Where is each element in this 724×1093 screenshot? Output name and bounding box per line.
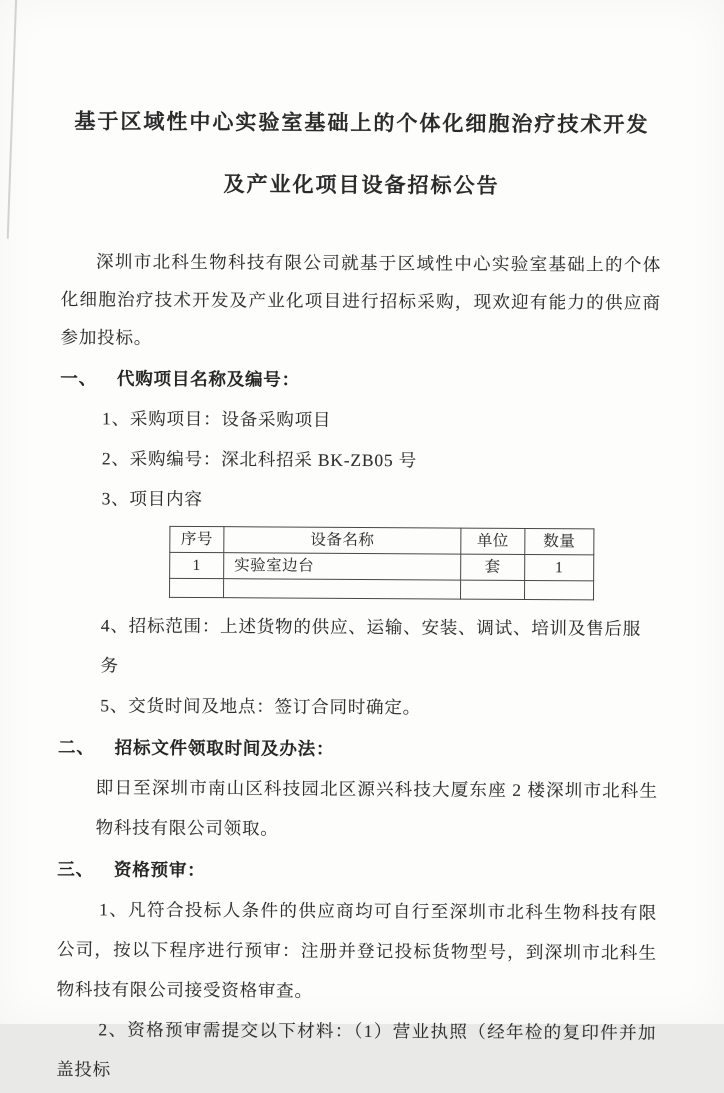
section-1-number: 一、 xyxy=(60,368,98,389)
intro-paragraph: 深圳市北科生物科技有限公司就基于区域性中心实验室基础上的个体化细胞治疗技术开发及产业化项目进行招标采购，现欢迎有能力的供应商参加投标。 xyxy=(60,251,662,348)
cell-unit: 套 xyxy=(461,554,525,580)
col-header-serial-number: 序号 xyxy=(170,526,224,552)
section-3-paragraph-1: 1、凡符合投标人条件的供应商均可自行至深圳市北科生物科技有限公司，按以下程序进行预审：注册并登记投标货物型号，到深圳市北科生物科技有限公司接受资格审查。 xyxy=(56,899,658,1001)
cell-quantity: 1 xyxy=(525,555,594,581)
item-purchase-project: 1、采购项目：设备采购项目 xyxy=(102,408,332,430)
col-header-unit: 单位 xyxy=(461,528,525,554)
section-1-title: 代购项目名称及编号： xyxy=(116,368,301,390)
item-delivery-time: 5、交货时间及地点：签订合同时确定。 xyxy=(100,695,422,718)
section-2-heading xyxy=(58,727,658,771)
item-project-content: 3、项目内容 xyxy=(101,488,203,510)
section-3-heading xyxy=(57,849,657,893)
section-3-title: 资格预审： xyxy=(113,859,206,881)
section-2-title: 招标文件领取时间及办法： xyxy=(114,737,335,759)
col-header-quantity: 数量 xyxy=(525,529,594,555)
cell-quantity-empty xyxy=(525,581,594,600)
table-row-empty xyxy=(170,578,594,600)
document-title-line-2: 及产业化项目设备招标公告 xyxy=(223,172,500,198)
document-title-line-1: 基于区域性中心实验室基础上的个体化细胞治疗技术开发 xyxy=(74,109,650,137)
equipment-table xyxy=(169,526,594,601)
section-3-number: 三、 xyxy=(57,859,95,880)
cell-serial-number-empty xyxy=(170,578,224,597)
section-2-body: 即日至深圳市南山区科技园北区源兴科技大厦东座 2 楼深圳市北科生物科技有限公司领取。 xyxy=(95,777,658,839)
cell-equipment-name: 实验室边台 xyxy=(224,553,461,580)
document-content xyxy=(56,106,662,1093)
section-1-heading xyxy=(60,358,660,402)
section-3-paragraph-2: 2、资格预审需提交以下材料：（1）营业执照（经年检的复印件并加盖投标 xyxy=(56,1019,657,1080)
cell-serial-number: 1 xyxy=(170,552,224,578)
scan-edge-artifact xyxy=(7,0,18,239)
item-bid-scope: 4、招标范围：上述货物的供应、运输、安装、调试、培训及售后服务 xyxy=(100,615,642,676)
table-row-equipment-1 xyxy=(170,552,594,581)
equipment-table-header-row xyxy=(170,526,594,555)
col-header-equipment-name: 设备名称 xyxy=(224,527,461,554)
cell-equipment-name-empty xyxy=(224,579,461,599)
section-2-number: 二、 xyxy=(58,737,95,758)
cell-unit-empty xyxy=(461,580,525,599)
item-purchase-number: 2、采购编号：深北科招采 BK-ZB05 号 xyxy=(101,448,418,471)
